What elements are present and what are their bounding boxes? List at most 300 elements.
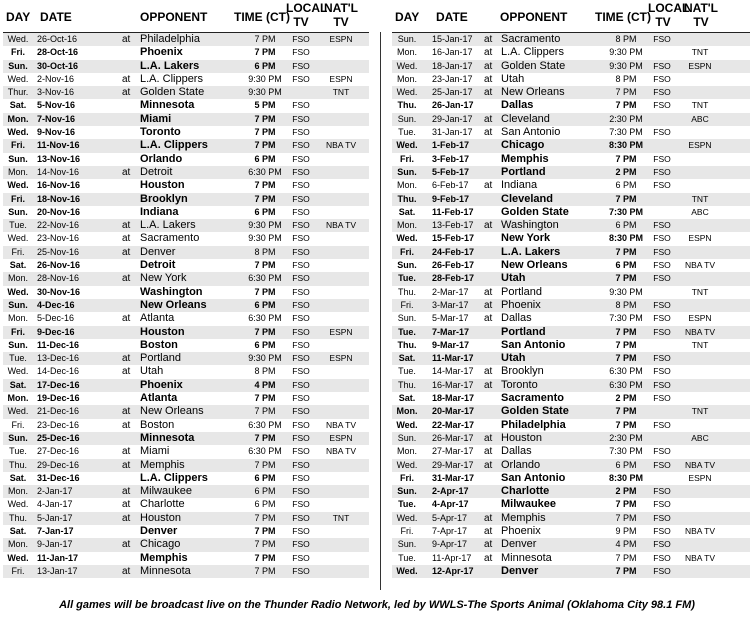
header-natl-line2: TV [333,15,349,29]
local-tv: FSO [653,446,671,457]
opponent-name: Detroit [140,165,173,178]
game-date: 14-Mar-17 [432,366,474,377]
radio-network-footer: All games will be broadcast live on the Thunder Radio Network, led by WWLS-The Sports Animal (Oklahoma City 98.1 FM) [59,599,695,611]
game-date: 22-Mar-17 [432,419,475,430]
local-tv: FSO [292,406,310,417]
opponent-name: Atlanta [140,392,178,405]
game-row [392,113,750,126]
game-day: Mon. [396,220,417,231]
game-time: 7 PM [254,260,276,271]
local-tv: FSO [653,313,671,324]
local-tv: FSO [292,153,310,164]
game-day: Thu. [8,459,27,470]
game-time: 5 PM [254,100,276,111]
local-tv: FSO [653,326,671,337]
away-marker: at [122,353,131,365]
game-date: 29-Dec-16 [37,459,80,470]
game-date: 22-Nov-16 [37,220,80,231]
game-date: 11-Apr-17 [432,552,472,563]
game-row [392,60,750,73]
header-local-tv [286,1,328,30]
game-day: Wed. [396,565,418,576]
game-date: 28-Oct-16 [37,47,79,58]
away-marker: at [484,552,493,564]
opponent-name: Portland [501,325,546,338]
away-marker: at [122,233,131,245]
local-tv: FSO [292,366,310,377]
local-tv: FSO [292,127,310,138]
local-tv: FSO [653,220,671,231]
away-marker: at [122,246,131,258]
game-date: 1-Feb-17 [432,140,470,151]
game-row [392,299,750,312]
local-tv: FSO [292,193,310,204]
away-marker: at [122,73,131,85]
game-date: 26-Oct-16 [37,34,78,44]
game-date: 3-Mar-17 [432,299,469,310]
game-date: 15-Jan-17 [432,34,473,44]
local-tv: FSO [292,246,310,257]
local-tv: FSO [292,432,310,443]
game-row [392,459,750,472]
game-time: 7 PM [254,552,276,563]
game-date: 25-Jan-17 [432,87,473,98]
opponent-name: Phoenix [501,298,541,311]
national-tv: ESPN [688,140,712,151]
opponent-name: Golden State [140,86,205,99]
away-marker: at [122,539,131,551]
game-date: 14-Nov-16 [37,166,80,177]
game-row [3,352,369,365]
local-tv: FSO [653,366,671,377]
game-date: 27-Mar-17 [432,446,474,457]
game-day: Wed. [396,87,418,98]
away-marker: at [484,180,493,192]
game-day: Wed. [7,34,29,44]
game-time: 7 PM [254,393,276,404]
local-tv: FSO [653,233,671,244]
header-opponent: OPPONENT [140,10,208,24]
away-marker: at [484,432,493,444]
local-tv: FSO [653,127,671,138]
opponent-name: Utah [501,272,526,285]
opponent-name: Milwaukee [501,498,557,511]
local-tv: FSO [653,180,671,191]
local-tv: FSO [292,100,310,111]
national-tv: ESPN [329,73,353,84]
game-time: 9 PM [615,525,637,536]
game-row [392,392,750,405]
national-tv: NBA TV [684,459,716,470]
away-marker: at [122,313,131,325]
away-marker: at [484,113,493,125]
game-time: 2 PM [615,393,637,404]
game-row [3,565,369,578]
national-tv: TNT [691,406,709,417]
local-tv: FSO [292,379,310,390]
game-date: 29-Jan-17 [432,113,473,124]
opponent-name: Utah [501,352,526,365]
game-day: Sat. [9,379,27,390]
game-day: Fri. [10,47,25,58]
game-row [3,73,369,86]
local-tv: FSO [292,552,310,563]
national-tv: NBA TV [684,525,716,536]
local-tv: FSO [653,353,671,364]
opponent-name: Golden State [501,405,569,418]
national-tv: TNT [691,100,709,111]
game-time: 6:30 PM [609,366,643,377]
game-time: 6 PM [254,206,276,217]
local-tv: FSO [292,499,310,510]
header-date: DATE [436,10,468,24]
national-tv: NBA TV [325,446,357,457]
game-date: 31-Dec-16 [37,472,80,483]
game-day: Tue. [9,353,27,364]
game-day: Thu. [397,193,417,204]
header-local-line1: LOCAL [286,1,328,15]
game-row [3,33,369,46]
opponent-name: Orlando [140,152,183,165]
game-time: 7:30 PM [609,313,643,324]
game-date: 5-Dec-16 [37,313,75,324]
game-row [392,272,750,285]
game-date: 5-Mar-17 [432,313,469,324]
game-time: 6:30 PM [248,166,282,177]
game-time: 7 PM [254,127,276,138]
game-time: 7 PM [254,539,276,550]
game-day: Tue. [398,127,416,138]
game-row [392,432,750,445]
header-time: TIME (CT) [595,10,651,24]
game-day: Wed. [7,499,29,510]
game-day: Wed. [7,366,29,377]
game-time: 7 PM [254,326,276,337]
opponent-name: Philadelphia [140,33,200,45]
game-row [392,46,750,59]
game-time: 8 PM [615,34,637,44]
game-date: 9-Apr-17 [432,539,468,550]
game-time: 9:30 PM [609,47,643,58]
opponent-name: Cleveland [501,112,550,125]
game-day: Sun. [397,313,417,324]
game-time: 6:30 PM [248,419,282,430]
national-tv: ESPN [688,472,712,483]
game-date: 13-Dec-16 [37,353,80,364]
local-tv: FSO [292,47,310,58]
game-date: 9-Dec-16 [37,326,75,337]
away-marker: at [484,60,493,72]
opponent-name: Detroit [140,259,176,272]
game-date: 11-Jan-17 [37,552,79,563]
column-divider [380,32,381,590]
opponent-name: Orlando [501,458,541,471]
game-row [392,246,750,259]
away-marker: at [484,446,493,458]
game-day: Sun. [8,299,28,310]
game-day: Sun. [397,113,417,124]
game-date: 20-Nov-16 [37,206,81,217]
opponent-name: Utah [501,72,525,85]
game-time: 7:30 PM [608,206,643,217]
schedule-right-column [392,2,750,578]
game-date: 11-Dec-16 [37,339,80,350]
game-time: 7:30 PM [609,446,643,457]
game-day: Mon. [7,539,28,550]
game-row [3,219,369,232]
game-date: 25-Nov-16 [37,246,80,257]
game-row [392,259,750,272]
local-tv: FSO [292,73,310,84]
national-tv: ESPN [329,353,353,364]
game-time: 8 PM [615,73,637,84]
game-row [392,73,750,86]
local-tv: FSO [653,34,671,44]
local-tv: FSO [653,379,671,390]
game-row [392,312,750,325]
game-row [3,392,369,405]
game-date: 7-Apr-17 [432,525,468,536]
away-marker: at [122,565,131,577]
game-row [3,232,369,245]
game-time: 6 PM [254,153,276,164]
game-day: Fri. [11,246,25,257]
game-date: 11-Feb-17 [432,206,474,217]
game-date: 2-Apr-17 [432,486,469,497]
national-tv: NBA TV [325,419,357,430]
opponent-name: L.A. Lakers [501,245,561,258]
opponent-name: L.A. Lakers [140,59,200,72]
game-date: 5-Jan-17 [37,512,73,523]
away-marker: at [484,87,493,99]
game-date: 31-Mar-17 [432,472,475,483]
local-tv: FSO [292,113,310,124]
opponent-name: Dallas [501,99,534,112]
national-tv: ESPN [688,60,712,71]
game-time: 2:30 PM [609,113,643,124]
game-date: 13-Jan-17 [37,565,78,576]
game-date: 24-Feb-17 [432,246,475,257]
column-headers [3,2,369,33]
game-day: Tue. [398,326,416,337]
game-time: 8:30 PM [608,233,643,244]
game-time: 2 PM [615,486,637,497]
game-day: Fri. [400,299,414,310]
right-game-rows [392,33,750,578]
opponent-name: Washington [140,285,203,298]
header-day: DAY [6,10,31,24]
game-date: 23-Jan-17 [432,73,473,84]
game-day: Tue. [398,499,416,510]
game-date: 23-Nov-16 [37,233,80,244]
local-tv: FSO [292,393,310,404]
local-tv: FSO [292,512,310,523]
opponent-name: L.A. Clippers [140,471,208,484]
game-time: 7 PM [615,552,637,563]
game-date: 16-Nov-16 [37,180,81,191]
header-local-line2: TV [655,15,671,29]
local-tv: FSO [653,419,671,430]
opponent-name: Sacramento [501,392,564,405]
national-tv: ABC [691,432,709,443]
opponent-name: Minnesota [140,99,195,112]
opponent-name: Golden State [501,59,566,72]
away-marker: at [122,34,131,45]
opponent-name: New Orleans [140,298,207,311]
local-tv: FSO [653,459,671,470]
game-date: 26-Nov-16 [37,260,81,271]
game-day: Mon. [7,113,29,124]
game-time: 6:30 PM [248,313,282,324]
game-row [3,419,369,432]
opponent-name: Miami [140,112,172,125]
opponent-name: Minnesota [140,564,191,577]
game-row [3,299,369,312]
game-row [392,326,750,339]
opponent-name: Dallas [501,312,532,325]
local-tv: FSO [653,499,671,510]
game-row [3,286,369,299]
game-row [3,326,369,339]
game-day: Sun. [397,432,417,443]
opponent-name: Portland [501,285,542,298]
away-marker: at [484,286,493,298]
game-date: 31-Jan-17 [432,127,473,138]
local-tv: FSO [292,206,310,217]
game-day: Mon. [396,180,417,191]
game-date: 7-Nov-16 [37,113,76,124]
game-row [3,179,369,192]
game-time: 7 PM [254,47,276,58]
game-day: Sun. [8,339,28,350]
away-marker: at [484,366,493,378]
game-day: Wed. [7,552,29,563]
game-row [392,286,750,299]
game-date: 2-Nov-16 [37,73,75,84]
away-marker: at [122,486,131,498]
opponent-name: Denver [501,538,537,551]
national-tv: NBA TV [325,220,357,231]
game-time: 6 PM [615,180,637,191]
game-day: Thu. [8,512,27,523]
game-date: 19-Dec-16 [37,393,80,404]
game-row [392,139,750,152]
national-tv: ESPN [688,313,712,324]
game-day: Wed. [396,512,418,523]
opponent-name: Houston [140,511,181,524]
header-day: DAY [395,10,420,24]
local-tv: FSO [292,313,310,324]
game-time: 7 PM [254,432,276,443]
game-time: 7 PM [254,180,276,191]
opponent-name: Memphis [501,152,549,165]
game-day: Sat. [398,206,416,217]
game-date: 3-Feb-17 [432,153,470,164]
game-row [3,126,369,139]
national-tv: TNT [332,87,350,98]
game-day: Fri. [10,140,25,151]
opponent-name: Charlotte [501,485,550,498]
local-tv: FSO [292,34,310,44]
game-time: 7 PM [254,512,276,523]
local-tv: FSO [653,525,671,536]
game-day: Sun. [397,260,417,271]
local-tv: FSO [292,180,310,191]
local-tv: FSO [653,512,671,523]
game-row [3,485,369,498]
game-day: Sun. [8,206,28,217]
game-row [392,498,750,511]
game-row [3,472,369,485]
away-marker: at [122,499,131,511]
game-date: 28-Feb-17 [432,273,475,284]
game-row [3,459,369,472]
game-time: 4 PM [254,379,276,390]
national-tv: ABC [691,113,709,124]
game-row [392,538,750,551]
national-tv: TNT [691,193,709,204]
game-date: 12-Apr-17 [432,565,474,576]
away-marker: at [484,299,493,311]
local-tv: FSO [653,153,671,164]
opponent-name: Dallas [501,445,532,458]
game-date: 26-Mar-17 [432,432,474,443]
game-row [3,60,369,73]
opponent-name: Washington [501,219,559,232]
opponent-name: San Antonio [501,338,566,351]
game-date: 3-Nov-16 [37,87,75,98]
local-tv: FSO [292,273,310,284]
opponent-name: New Orleans [501,259,568,272]
game-time: 6 PM [254,339,276,350]
game-time: 7 PM [615,512,637,523]
national-tv: NBA TV [325,140,357,151]
game-row [3,139,369,152]
game-day: Wed. [7,233,29,244]
away-marker: at [484,73,493,85]
game-day: Mon. [7,486,28,497]
opponent-name: Minnesota [501,551,552,564]
opponent-name: Chicago [501,139,545,152]
game-day: Wed. [7,73,29,84]
away-marker: at [122,220,131,232]
game-day: Sat. [398,393,416,404]
game-day: Sat. [9,472,27,483]
national-tv: TNT [691,339,709,350]
game-day: Wed. [396,60,418,71]
opponent-name: L.A. Clippers [140,72,203,85]
header-local-line1: LOCAL [648,1,690,15]
game-row [392,193,750,206]
opponent-name: Cleveland [501,192,553,205]
game-time: 7 PM [615,193,637,204]
game-day: Sun. [8,153,28,164]
away-marker: at [122,446,131,458]
local-tv: FSO [653,539,671,550]
game-time: 7 PM [254,525,276,536]
game-row [3,153,369,166]
game-row [392,206,750,219]
header-date: DATE [40,10,72,24]
local-tv: FSO [653,299,671,310]
opponent-name: Brooklyn [140,192,188,205]
game-date: 5-Feb-17 [432,166,470,177]
game-date: 29-Mar-17 [432,459,474,470]
away-marker: at [122,87,131,99]
local-tv: FSO [292,419,310,430]
game-date: 26-Jan-17 [432,100,474,111]
local-tv: FSO [292,233,310,244]
